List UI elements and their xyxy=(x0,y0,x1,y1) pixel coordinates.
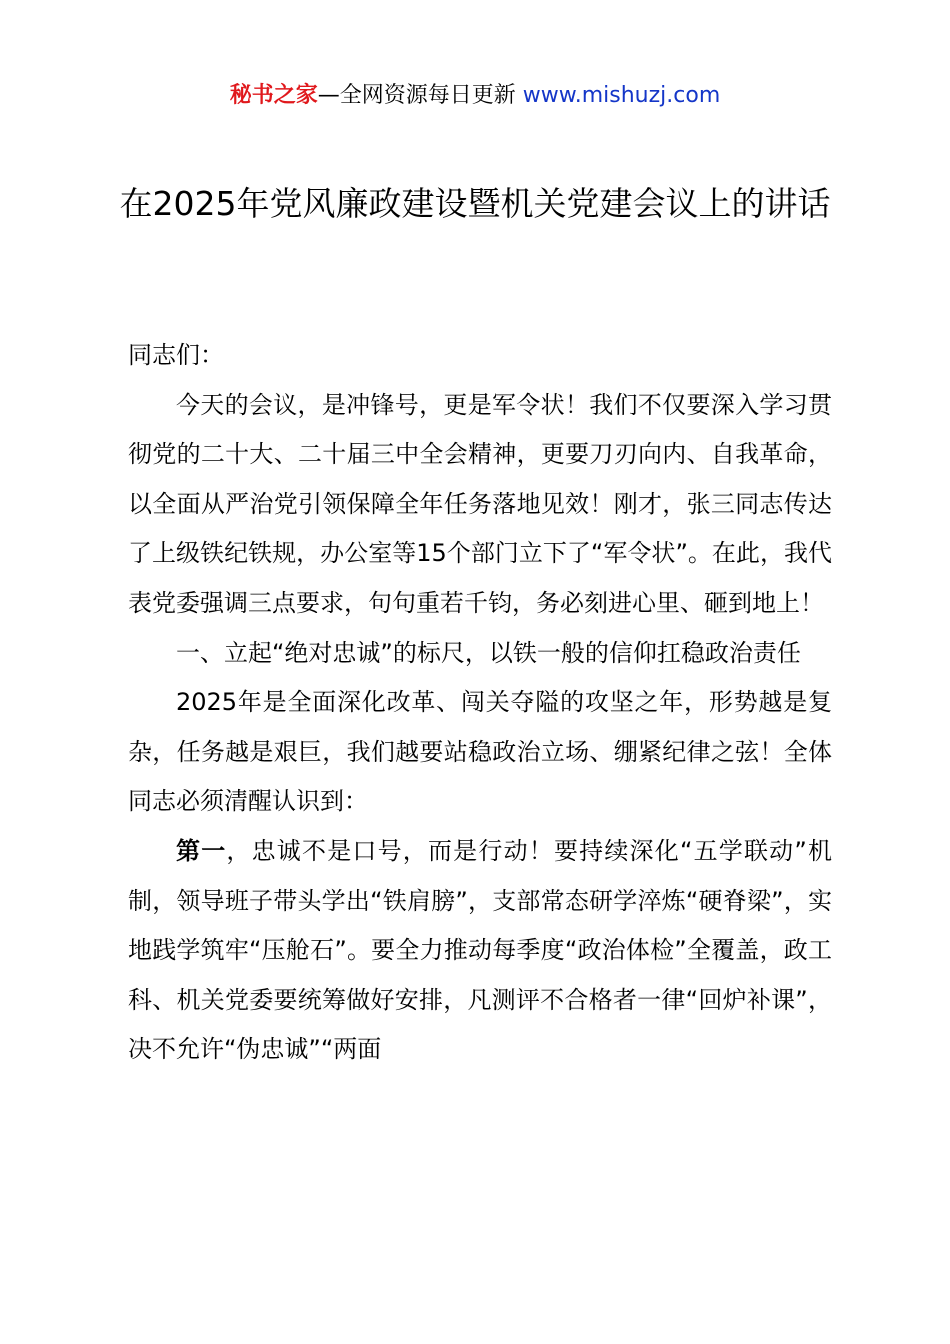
document-body xyxy=(128,331,832,1075)
site-tagline: —全网资源每日更新 xyxy=(317,83,516,108)
paragraph-intro: 今天的会议，是冲锋号，更是军令状！我们不仅要深入学习贯彻党的二十大、二十届三中全会精神，更要刀刃向内、自我革命，以全面从严治党引领保障全年任务落地见效！刚才，张三同志传达了上级铁纪铁规，办公室等15个部门立下了“军令状”。在此，我代表党委强调三点要求，句句重若千钧，务必刻进心里、砸到地上！ xyxy=(128,390,832,617)
paragraph-context: 2025年是全面深化改革、闯关夺隘的攻坚之年，形势越是复杂，任务越是艰巨，我们越要站稳政治立场、绷紧纪律之弦！全体同志必须清醒认识到： xyxy=(128,688,832,816)
section-heading-1: 一、立起“绝对忠诚”的标尺，以铁一般的信仰扛稳政治责任 xyxy=(176,638,801,667)
document-title: 在2025年党风廉政建设暨机关党建会议上的讲话 xyxy=(119,184,831,223)
paragraph-point-1 xyxy=(128,827,832,1075)
point-1-lead: 第一 xyxy=(176,836,227,865)
site-brand: 秘书之家 xyxy=(229,83,318,108)
salutation: 同志们： xyxy=(128,341,224,369)
site-url-link[interactable]: www.mishuzj.com xyxy=(522,83,721,108)
point-1-text: ，忠诚不是口号，而是行动！要持续深化“五学联动”机制，领导班子带头学出“铁肩膀”，支部常态研学淬炼“硬脊梁”，实地践学筑牢“压舱石”。要全力推动每季度“政治体检”全覆盖，政工科、机关党委要统筹做好安排，凡测评不合格者一律“回炉补课”，决不允许“伪忠诚”“两面 xyxy=(128,836,833,1064)
site-header xyxy=(0,80,950,112)
